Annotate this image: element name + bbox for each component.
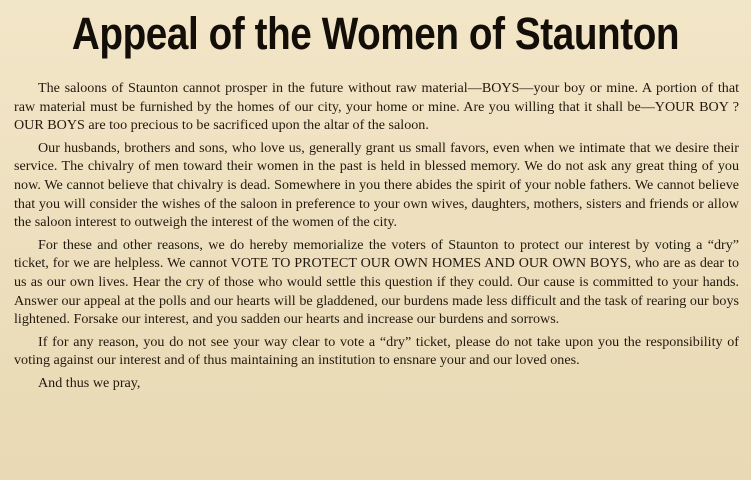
paragraph-responsibility: If for any reason, you do not see your way clear to vote a “dry” ticket, please do not take upon you the responsibility of voting against our interest and of thus maintaining an institution to ensnare your and our loved ones.: [14, 333, 739, 369]
paragraph-saloons: The saloons of Staunton cannot prosper in the future without raw material—BOYS—your boy or mine. A portion of that raw material must be furnished by the homes of our city, your home or mine. Are you willing that it shall be—YOUR BOY ? OUR BOYS are too precious to be sacrificed upon the altar of the saloon.: [14, 80, 739, 134]
closing-line: And thus we pray,: [38, 374, 141, 391]
paragraph-memorialize: For these and other reasons, we do hereby memorialize the voters of Staunton to protect our interest by voting a “dry” ticket, for we are helpless. We cannot VOTE TO PROTECT OUR OWN HOMES AND OUR OWN BOYS, who are as dear to us as our own lives. Hear the cry of those who would settle this question if they could. Our cause is committed to your hands. Answer our appeal at the polls and our hearts will be gladdened, our burdens made less difficult and the task of rearing our boys lightened. Forsake our interest, and you sadden our hearts and increase our burdens and sorrows.: [14, 236, 739, 328]
paragraph-chivalry: Our husbands, brothers and sons, who love us, generally grant us small favors, even when we intimate that we desire their service. The chivalry of men toward their women in the past is held in blessed memory. We do not ask any great thing of you now. We cannot believe that chivalry is dead. Somewhere in you there abides the spirit of your noble fathers. We cannot believe that you will consider the wishes of the saloon in preference to your own wives, daughters, mothers, sisters and friends or allow the saloon interest to outweigh the interest of the women of the city.: [14, 139, 739, 231]
document-title: Appeal of the Women of Staunton: [71, 8, 680, 59]
document-body: [14, 79, 739, 393]
